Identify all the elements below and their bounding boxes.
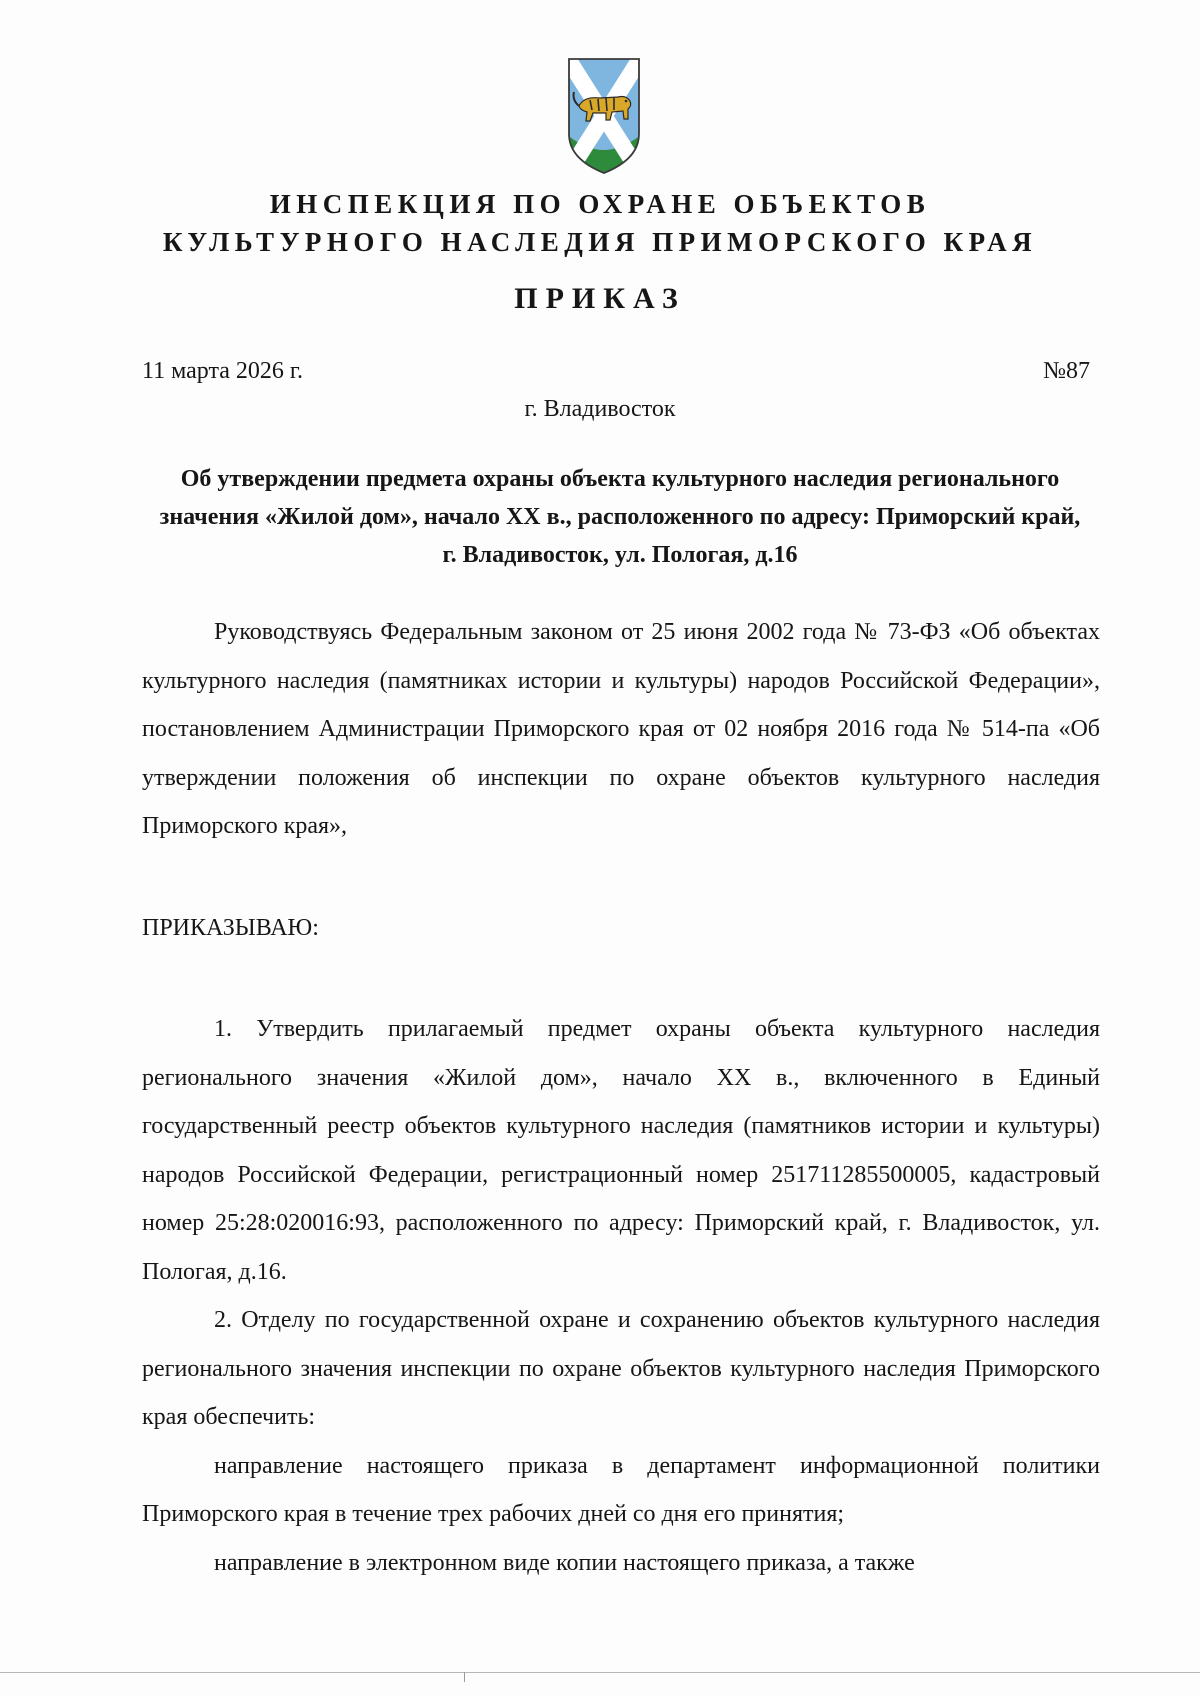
organization-name-line-2: КУЛЬТУРНОГО НАСЛЕДИЯ ПРИМОРСКОГО КРАЯ [162,227,1038,257]
document-date: 11 марта 2026 г. [142,358,304,384]
order-word: ПРИКАЗЫВАЮ: [142,915,319,941]
primorsky-krai-coat-of-arms-icon [566,56,642,176]
document-title: Об утверждении предмета охраны объекта культурного наследия регионального значения «Жилой дом», начало XX в., расположенного по адресу: Приморский край, г. Владивосток, ул. Пологая, д.16 [159,466,1081,568]
document-type: ПРИКАЗ [514,282,686,315]
order-points [142,1005,1100,1587]
page-bottom-mark [464,1672,465,1682]
order-point-1: 1. Утвердить прилагаемый предмет охраны объекта культурного наследия регионального значения «Жилой дом», начало XX в., включенного в Единый государственный реестр объектов культурного наследия (памятников истории и культуры) народов Российской Федерации, регистрационный номер 251711285500005, кадастровый номер 25:28:020016:93, расположенного по адресу: Приморский край, г. Владивосток, ул. Пологая, д.16. [142,1016,1100,1285]
preamble [142,608,1100,851]
page-bottom-edge [0,1672,1200,1673]
organization-name-line-1: ИНСПЕКЦИЯ ПО ОХРАНЕ ОБЪЕКТОВ [269,189,931,219]
document-number: №87 [1043,358,1090,384]
order-point-2-item-b: направление в электронном виде копии настоящего приказа, а также [214,1549,915,1576]
preamble-paragraph: Руководствуясь Федеральным законом от 25 июня 2002 года № 73-ФЗ «Об объектах культурного наследия (памятниках истории и культуры) народов Российской Федерации», постановлением Администрации Приморского края от 02 ноября 2016 года № 514-па «Об утверждении положения об инспекции по охране объектов культурного наследия Приморского края», [142,619,1100,839]
document-city: г. Владивосток [524,396,676,422]
order-point-2: 2. Отделу по государственной охране и сохранению объектов культурного наследия регионального значения инспекции по охране объектов культурного наследия Приморского края обеспечить: [142,1307,1100,1430]
order-point-2-item-a: направление настоящего приказа в департамент информационной политики Приморского края в течение трех рабочих дней со дня его принятия; [142,1452,1100,1527]
